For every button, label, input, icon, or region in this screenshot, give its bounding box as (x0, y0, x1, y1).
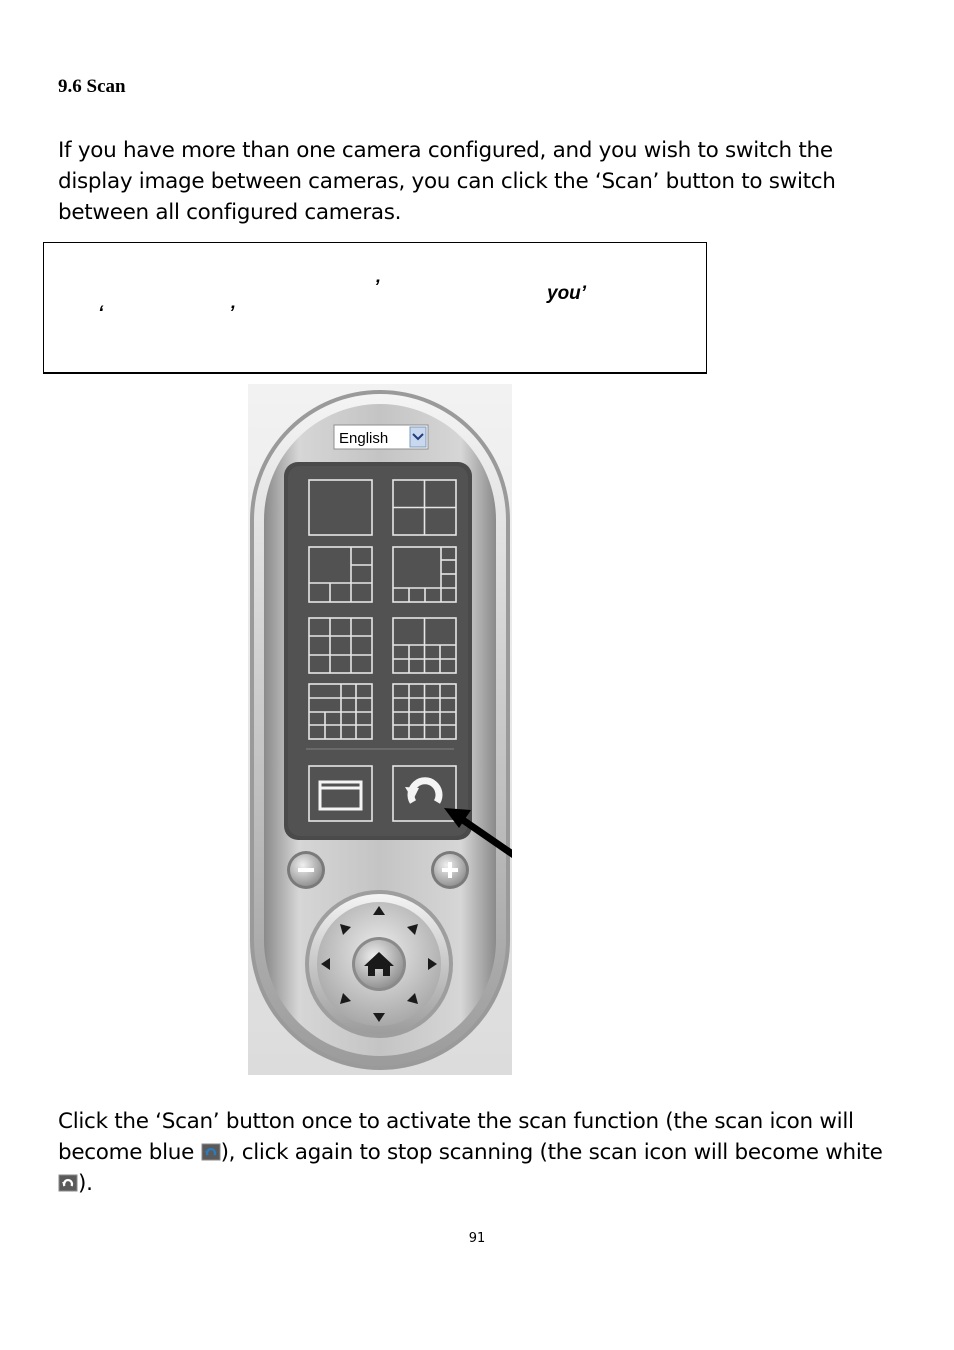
intro-paragraph: If you have more than one camera configured, and you wish to switch the display image between cameras, you can click the ‘Scan’ button to switch between all configured cameras. (58, 138, 836, 225)
zoom-out-icon (298, 868, 314, 872)
scan-white-icon (58, 1174, 78, 1192)
home-button[interactable] (352, 937, 406, 991)
instruction-paragraph: Click the ‘Scan’ button once to activate the scan function (the scan icon will become blue ), click again to stop scanning (the scan icon will become white ). (58, 1109, 883, 1196)
section-title: 9.6 Scan (58, 76, 126, 97)
note-fragment: ’ (229, 303, 235, 324)
language-select-value: English (339, 430, 389, 447)
note-box (43, 242, 707, 374)
zoom-in-button[interactable] (431, 851, 469, 889)
control-panel-screenshot (248, 384, 512, 1075)
note-fragment: ’ (374, 277, 380, 298)
note-fragment: you’ (547, 283, 587, 304)
scan-blue-icon (201, 1143, 221, 1161)
zoom-out-button[interactable] (287, 851, 325, 889)
page-number: 91 (468, 1231, 486, 1246)
note-fragment: ‘ (98, 303, 104, 324)
language-select[interactable] (334, 425, 428, 449)
